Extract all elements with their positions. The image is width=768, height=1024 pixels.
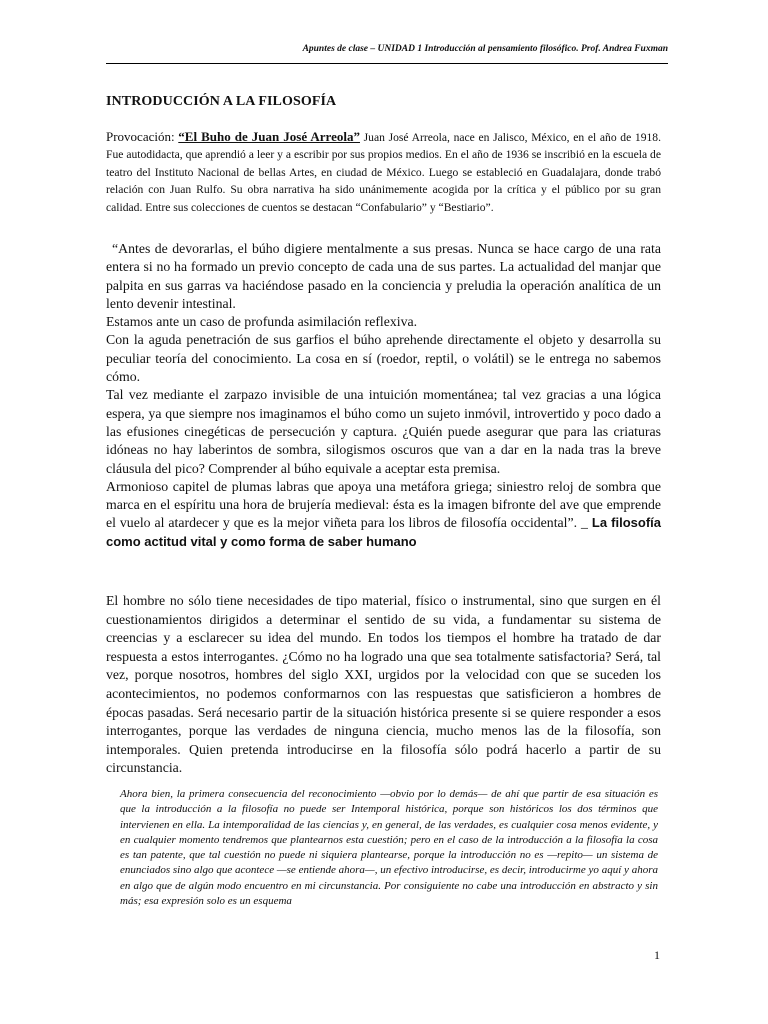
document-title: INTRODUCCIÓN A LA FILOSOFÍA [106,94,337,109]
provocation-label: Provocación: [106,129,175,144]
provocation-book-title: “El Buho de Juan José Arreola” [178,129,360,144]
running-header: Apuntes de clase – UNIDAD 1 Introducción al pensamiento filosófico. Prof. Andrea Fuxman [302,44,668,54]
page-number: 1 [654,948,660,962]
owl-quote [106,240,661,551]
quote-paragraph: “Antes de devorarlas, el búho digiere mentalmente a sus presas. Nunca se hace cargo de una rata entera si no ha formado un previo concepto de cada una de sus partes. La actualidad del manjar que palpita en sus garras va haciéndose pasado en la conciencia y preludia la operación analítica de un lento devenir intestinal. [106,241,661,311]
quote-paragraph: Estamos ante un caso de profunda asimilación reflexiva. [106,314,418,330]
provocation-paragraph [106,128,661,216]
header-rule [106,63,668,64]
body-paragraph: El hombre no sólo tiene necesidades de tipo material, físico o instrumental, sino que surgen en él cuestionamientos dirigidos a determinar el sentido de su vida, a fundamentar su sistema de creencias y a esclarecer su idea del mundo. En todos los tiempos el hombre ha tratado de dar respuesta a estos interrogantes. ¿Cómo no ha logrado una que sea totalmente satisfactoria? Será, tal vez, porque nosotros, hombres del siglo XXI, urgidos por la velocidad con que se suceden los acontecimientos, no podemos conformarnos con las respuestas que satisficieron a hombres de épocas pasadas. Será necesario partir de la situación histórica presente si se quiere responder a esos interrogantes, porque las verdades de ninguna ciencia, mucho menos las de la filosofía, son intemporales. Quien pretenda introducirse en la filosofía sólo podrá hacerlo a partir de su circunstancia. [106,593,661,776]
quote-last-paragraph [106,478,661,551]
quote-paragraph: Tal vez mediante el zarpazo invisible de una intuición momentánea; tal vez gracias a una lógica espera, ya que siempre nos imaginamos el búho como un sujeto inmóvil, introvertido y poco dado a las efusiones cinegéticas de persecución y captura. ¿Quién puede asegurar que para las criaturas idóneas no hay laberintos de sombra, silogismos oscuros que van a dar en la nada tras la breve cláusula del pico? Comprender al búho equivale a aceptar esta premisa. [106,387,661,476]
quote-paragraph: Con la aguda penetración de sus garfios el búho aprehende directamente el objeto y desarrolla su peculiar teoría del conocimiento. La cosa en sí (roedor, reptil, o volátil) se le entrega no sabemos cómo. [106,332,661,385]
section-heading: La filosofía como actitud vital y como forma de saber humano [106,515,661,549]
provocation-text: Juan José Arreola, nace en Jalisco, México, en el año de 1918. Fue autodidacta, que aprendió a leer y a escribir por sus propios medios. En el año de 1936 se inscribió en la escuela de teatro del Instituto Nacional de bellas Artes, en ciudad de México. Luego se estableció en Guadalajara, donde trabó relación con Juan Rulfo. Su obra narrativa ha sido unánimemente acogida por la crítica y el público por su gran calidad. Entre sus colecciones de cuentos se destacan “Confabulario” y “Bestiario”. [106,131,662,214]
quote-last-text: Armonioso capitel de plumas labras que apoya una metáfora griega; siniestro reloj de sombra que marca en el espíritu una hora de brujería medieval: ésta es la imagen bifronte del ave que emprende el vuelo al atardecer y que es la mejor viñeta para los libros de filosofía occidental”. _ [106,478,661,531]
block-citation: Ahora bien, la primera consecuencia del reconocimiento —obvio por lo demás— de ahí que partir de esa situación es que la introducción a la filosofía no puede ser Intemporal histórica, porque son históricos los dos términos que intervienen en ella. La intemporalidad de las ciencias y, en general, de las verdades, es cualquier cosa menos evidente, y en cualquier momento tendremos que plantearnos esta cuestión; pero en el caso de la introducción a la filosofía la cosa es tan patente, que tal cuestión no puede ni siquiera plantearse, porque la introducción no es —repito— un sistema de enunciados sino algo que acontece —se entiende ahora—, un efectivo introducirse, es decir, introducirme yo aquí y ahora en algo que de algún modo encuentro en mi circunstancia. Por consiguiente no cabe una introducción en abstracto y sin más; esa expresión solo es un esquema [120,788,658,908]
